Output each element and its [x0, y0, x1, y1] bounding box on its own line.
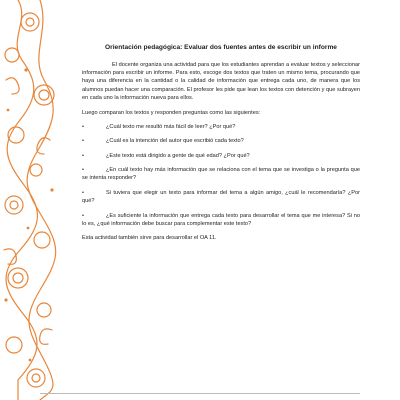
lead-paragraph: Luego comparan los textos y responden preguntas como las siguientes: [82, 109, 261, 116]
bullet-icon: • [82, 123, 84, 130]
document-body [82, 44, 360, 249]
question-text: ¿Cuál texto me resultó más fácil de leer? ¿Por qué? [106, 123, 236, 130]
list-item [82, 212, 360, 229]
question-text: ¿Es suficiente la información que entrega cada texto para desarrollar el tema que me interesa? Si no lo es, ¿qué información debe buscar para complementar este texto? [82, 212, 360, 228]
list-item [82, 166, 360, 183]
footer-divider [40, 393, 360, 394]
list-item [82, 123, 360, 131]
list-item [82, 189, 360, 206]
ornamental-border [0, 0, 62, 400]
question-text: Si tuviera que elegir un texto para informar del tema a algún amigo, ¿cuál le recomendaría? ¿Por qué? [82, 189, 360, 205]
bullet-icon: • [82, 212, 84, 219]
document-title: Orientación pedagógica: Evaluar dos fuentes antes de escribir un informe [105, 44, 337, 51]
bullet-icon: • [82, 152, 84, 159]
bullet-icon: • [82, 138, 84, 145]
question-text: ¿Cuál es la intención del autor que escribió cada texto? [106, 138, 244, 145]
question-text: ¿En cuál texto hay más información que se relaciona con el tema que se investiga o la pregunta que se intenta responder? [82, 167, 360, 182]
list-item [82, 137, 360, 145]
question-text: ¿Este texto está dirigido a gente de qué edad? ¿Por qué? [106, 152, 250, 159]
list-item [82, 152, 360, 160]
intro-paragraph: El docente organiza una actividad para que los estudiantes aprendan a evaluar textos y seleccionar información para escribir un informe. Para esto, escoge dos textos que traten un mismo tema, procurando que haya una diferencia en la cantidad o la calidad de información que entrega cada uno, de manera que los alumnos puedan hacer una comparación. El profesor les pide que lean los textos con detención y que subrayen en cada uno la información nueva para ellos. [82, 61, 360, 102]
bullet-icon: • [82, 167, 84, 174]
closing-paragraph: Esta actividad también sirve para desarrollar el OA 11. [82, 235, 217, 242]
bullet-icon: • [82, 189, 84, 196]
